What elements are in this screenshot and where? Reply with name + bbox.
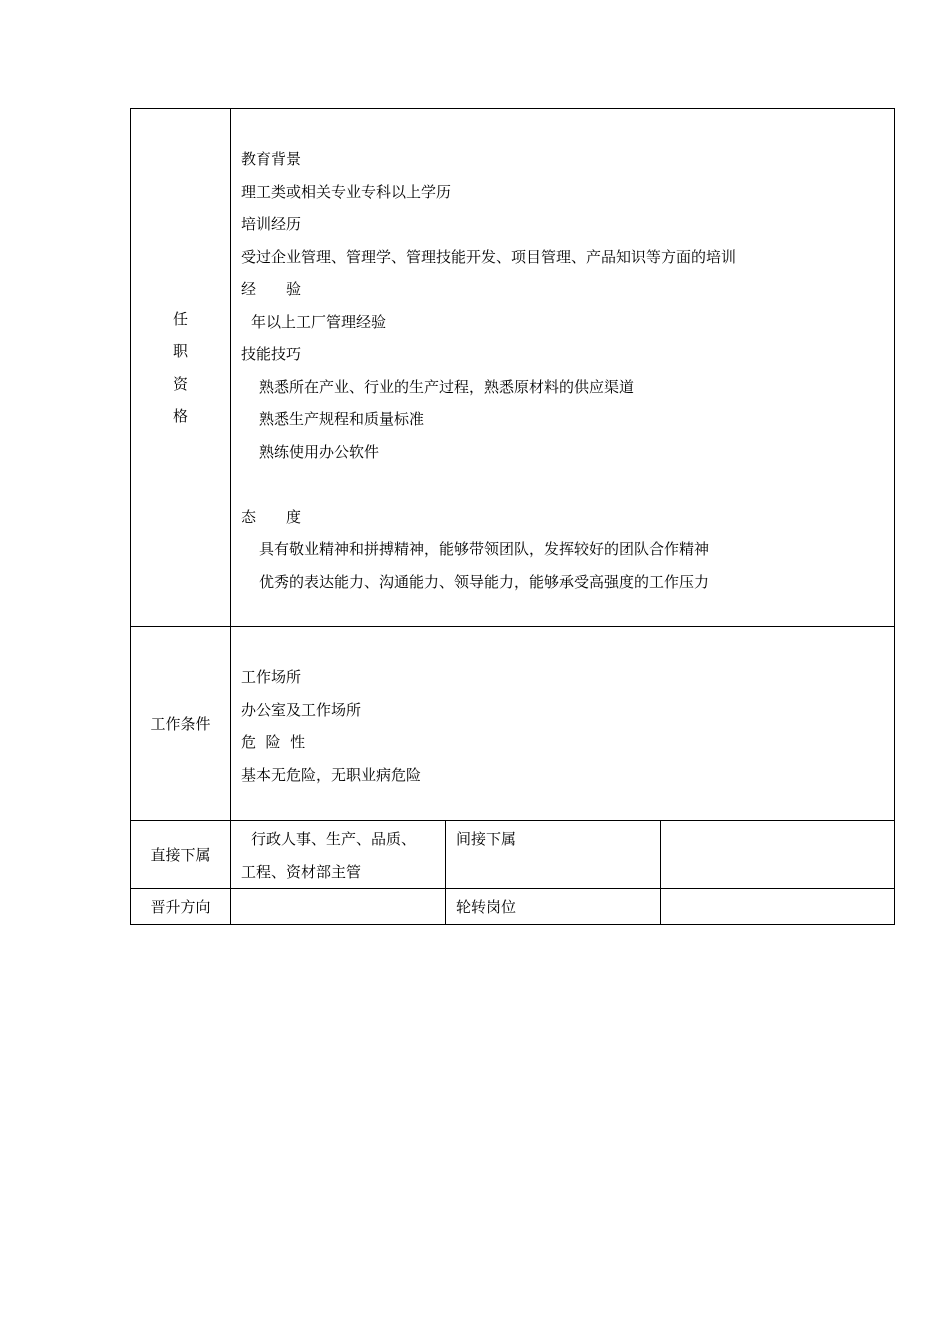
qualification-label-char: 职 [172,342,188,360]
qualification-label-char: 任 [172,309,188,328]
indirect-subordinates-text: 间接下属 [456,830,517,848]
place-title: 工作场所 [241,668,302,686]
attitude-item: 优秀的表达能力、沟通能力、领导能力，能够承受高强度的工作压力 [259,572,710,591]
rotation-value [661,889,895,925]
risk-value: 基本无危险，无职业病危险 [241,765,422,784]
education-value: 理工类或相关专业专科以上学历 [241,182,452,201]
indirect-subordinates-value [661,821,895,889]
promotion-label: 晋升方向 [131,889,231,925]
education-title: 教育背景 [241,150,302,168]
conditions-content [231,627,895,821]
direct-subordinates-value [231,821,446,889]
direct-subordinates-line: 工程、资材部主管 [241,862,362,881]
rotation-label [446,889,661,925]
skill-item: 熟悉所在产业、行业的生产过程，熟悉原材料的供应渠道 [259,377,635,396]
direct-subordinates-line: 行政人事、生产、品质、 [251,830,417,848]
skill-item: 熟悉生产规程和质量标准 [259,410,425,428]
qualification-label-char: 格 [172,407,188,425]
skills-title: 技能技巧 [241,345,302,363]
qualification-label [131,109,231,627]
experience-value: 年以上工厂管理经验 [251,312,387,331]
training-value: 受过企业管理、管理学、管理技能开发、项目管理、产品知识等方面的培训 [241,247,737,266]
qualification-content [231,109,895,627]
experience-title: 经 验 [241,280,302,298]
rotation-label-text: 轮转岗位 [456,898,517,916]
training-title: 培训经历 [241,215,302,233]
conditions-row [131,627,895,821]
career-row [131,889,895,925]
skill-item: 熟练使用办公软件 [259,442,380,461]
job-description-table-container [130,108,894,925]
risk-title: 危 险 性 [241,733,306,751]
attitude-title: 态 度 [241,507,302,526]
subordinates-row [131,821,895,889]
blank-line [241,468,894,501]
attitude-item: 具有敬业精神和拼搏精神，能够带领团队，发挥较好的团队合作精神 [259,540,710,558]
indirect-subordinates-label [446,821,661,889]
direct-subordinates-label: 直接下属 [131,821,231,889]
job-description-table [130,108,895,925]
qualification-label-char: 资 [172,374,188,393]
qualification-row [131,109,895,627]
place-value: 办公室及工作场所 [241,700,362,719]
promotion-value [231,889,446,925]
conditions-label: 工作条件 [131,627,231,821]
